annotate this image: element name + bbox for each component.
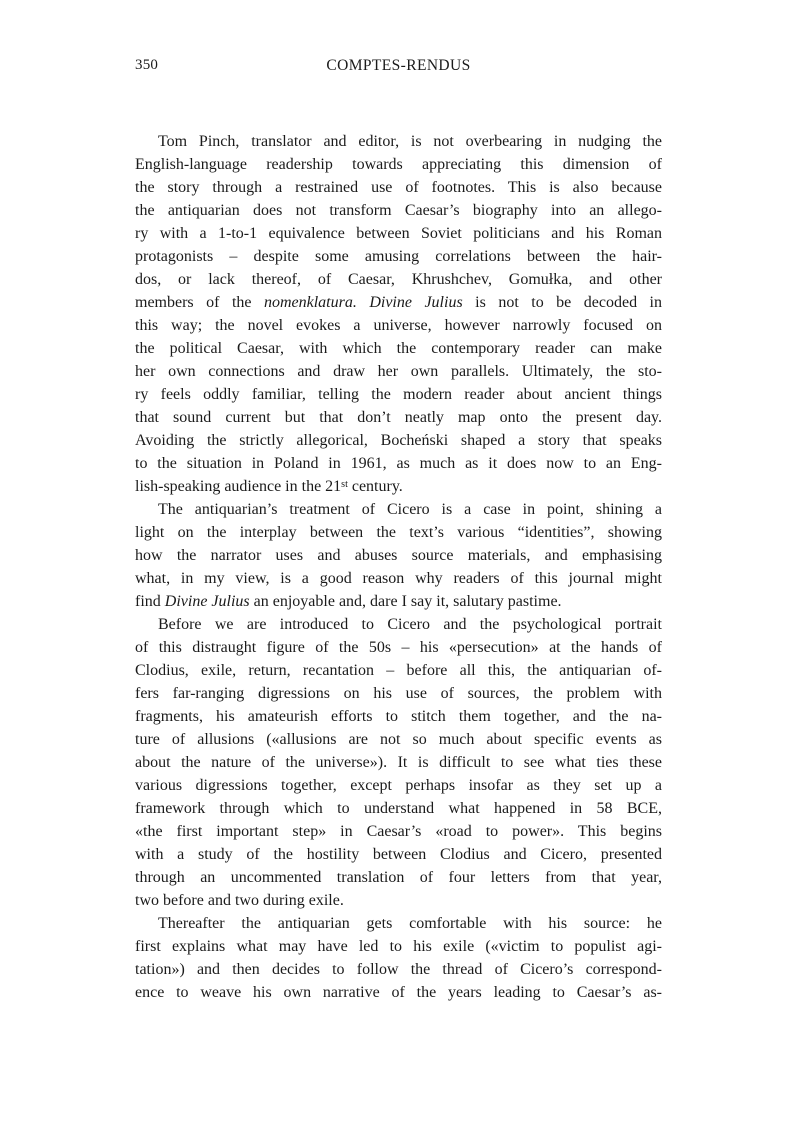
paragraph	[135, 912, 662, 1004]
text-line: Thereafter the antiquarian gets comfortable with his source: he	[158, 915, 662, 932]
text-line: her own connections and draw her own parallels. Ultimately, the sto-	[135, 363, 662, 380]
text-line: Clodius, exile, return, recantation – before all this, the antiquarian of-	[135, 662, 662, 679]
review-body	[135, 130, 662, 1004]
text-line: light on the interplay between the text’s various “identities”, showing	[135, 524, 662, 541]
text-line: dos, or lack thereof, of Caesar, Khrushchev, Gomułka, and other	[135, 271, 662, 288]
text-line: find Divine Julius an enjoyable and, dare I say it, salutary pastime.	[135, 593, 562, 610]
text-line: various digressions together, except perhaps insofar as they set up a	[135, 777, 662, 794]
text-line: Before we are introduced to Cicero and the psychological portrait	[158, 616, 662, 633]
text-line: «the first important step» in Caesar’s «road to power». This begins	[135, 823, 662, 840]
paragraph	[135, 498, 662, 613]
text-line: about the nature of the universe»). It is difficult to see what ties these	[135, 754, 662, 771]
text-line: members of the nomenklatura. Divine Julius is not to be decoded in	[135, 294, 662, 311]
text-line: with a study of the hostility between Clodius and Cicero, presented	[135, 846, 662, 863]
text-line: lish-speaking audience in the 21st century.	[135, 478, 403, 495]
text-line: Tom Pinch, translator and editor, is not overbearing in nudging the	[158, 133, 662, 150]
text-line: The antiquarian’s treatment of Cicero is a case in point, shining a	[158, 501, 662, 518]
text-line: what, in my view, is a good reason why readers of this journal might	[135, 570, 662, 587]
text-line: first explains what may have led to his exile («victim to populist agi-	[135, 938, 662, 955]
text-line: ture of allusions («allusions are not so much about specific events as	[135, 731, 662, 748]
text-line: ence to weave his own narrative of the years leading to Caesar’s as-	[135, 984, 662, 1001]
text-line: the antiquarian does not transform Caesar’s biography into an allego-	[135, 202, 662, 219]
text-line: protagonists – despite some amusing correlations between the hair-	[135, 248, 662, 265]
text-line: the story through a restrained use of footnotes. This is also because	[135, 179, 662, 196]
paragraph	[135, 130, 662, 498]
text-line: framework through which to understand what happened in 58 BCE,	[135, 800, 662, 817]
text-line: through an uncommented translation of four letters from that year,	[135, 869, 662, 886]
text-line: English-language readership towards appreciating this dimension of	[135, 156, 662, 173]
page-number: 350	[135, 57, 159, 73]
text-line: fers far-ranging digressions on his use of sources, the problem with	[135, 685, 662, 702]
paragraph	[135, 613, 662, 912]
text-line: tation») and then decides to follow the thread of Cicero’s correspond-	[135, 961, 662, 978]
text-line: of this distraught figure of the 50s – his «persecution» at the hands of	[135, 639, 662, 656]
running-head: COMPTES-RENDUS	[326, 57, 471, 74]
text-line: fragments, his amateurish efforts to stitch them together, and the na-	[135, 708, 662, 725]
text-line: ry with a 1-to-1 equivalence between Soviet politicians and his Roman	[135, 225, 662, 242]
text-line: the political Caesar, with which the contemporary reader can make	[135, 340, 662, 357]
text-line: to the situation in Poland in 1961, as much as it does now to an Eng-	[135, 455, 662, 472]
text-line: two before and two during exile.	[135, 892, 344, 909]
text-line: that sound current but that don’t neatly map onto the present day.	[135, 409, 662, 426]
page-header	[135, 57, 662, 77]
text-line: this way; the novel evokes a universe, however narrowly focused on	[135, 317, 662, 334]
text-line: Avoiding the strictly allegorical, Bocheński shaped a story that speaks	[135, 432, 662, 449]
text-line: ry feels oddly familiar, telling the modern reader about ancient things	[135, 386, 662, 403]
text-line: how the narrator uses and abuses source materials, and emphasising	[135, 547, 662, 564]
